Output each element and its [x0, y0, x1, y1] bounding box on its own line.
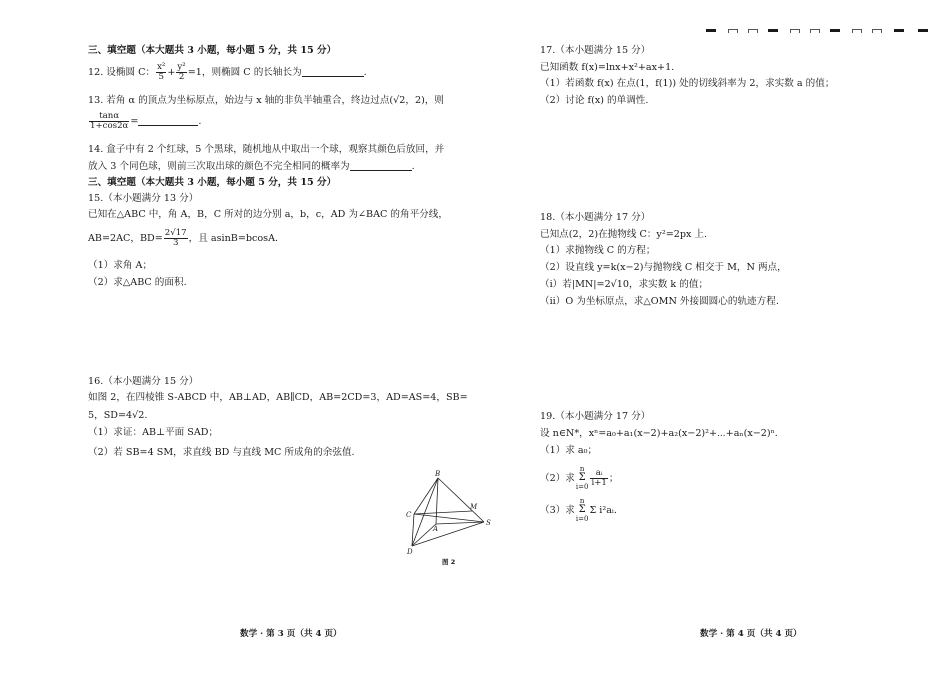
- question-14-line-2: 放入 3 个同色球，则前三次取出球的颜色不完全相同的概率为 .: [88, 161, 415, 172]
- edge-BS: [438, 478, 484, 522]
- question-19-part-1: （1）求 a₀；: [540, 445, 598, 456]
- question-16-line-1: 如图 2，在四棱锥 S-ABCD 中，AB⊥AD，AB∥CD，AB=2CD=3，AD=AS=4，SB=: [88, 392, 468, 403]
- q12-answer-blank[interactable]: [302, 65, 364, 77]
- q12-fraction-2: $\frac{\text{y²}}{2}$: [177, 62, 186, 83]
- vertex-label-M: M: [470, 503, 478, 511]
- question-15-line-2: AB=2AC，BD= $\frac{2√17}{3}$ ，且 asinB=bcosA.: [88, 228, 279, 249]
- q19-sum-limits-2: n Σ i=0: [575, 465, 589, 491]
- vertex-label-C: C: [406, 511, 412, 519]
- question-17-line-1: 已知函数 f(x)=lnx+x²+ax+1.: [540, 62, 675, 73]
- question-19-part-3: （3）求 n Σ i=0 Σ i²aᵢ.: [540, 497, 617, 523]
- question-16-head: 16.（本小题满分 15 分）: [88, 376, 199, 387]
- question-13-line-2: $\frac{\tan\alpha}{1+\cos 2\alpha}$ = .: [90, 111, 202, 132]
- vertex-label-A: A: [433, 525, 439, 533]
- segment-CM: [414, 511, 472, 514]
- question-12: 12. 设椭圆 C： $\frac{\text{x²}}{5}$ + $\frac{\text{y²}}{2}$ =1，则椭圆 C 的长轴长为 .: [88, 62, 367, 83]
- question-18-head: 18.（本小题满分 17 分）: [540, 212, 651, 223]
- question-16-line-2: 5，SD=4√2.: [88, 410, 148, 421]
- q13-answer-blank[interactable]: [138, 114, 198, 126]
- q19-sum-limits-3: n Σ i=0: [575, 497, 589, 523]
- question-15-line-1: 已知在△ABC 中，角 A，B，C 所对的边分别 a，b，c，AD 为∠BAC 的角平分线，: [88, 209, 448, 220]
- q12-fraction-1: $\frac{\text{x²}}{5}$: [157, 62, 166, 83]
- q14-answer-blank[interactable]: [350, 159, 412, 171]
- question-17-part-1: （1）若函数 f(x) 在点(1，f(1)) 处的切线斜率为 2，求实数 a 的值；: [540, 78, 835, 89]
- edge-CS: [414, 514, 484, 522]
- figure-caption: 图 2: [442, 558, 456, 566]
- question-18-part-1: （1）求抛物线 C 的方程；: [540, 245, 656, 256]
- edge-DS: [412, 522, 484, 546]
- question-15-head: 15.（本小题满分 13 分）: [88, 193, 199, 204]
- edge-AS: [436, 522, 484, 524]
- question-15-part-1: （1）求角 A；: [88, 260, 153, 271]
- question-14-line-1: 14. 盒子中有 2 个红球，5 个黑球，随机地从中取出一个球，观察其颜色后放回，并: [88, 144, 445, 155]
- vertex-label-D: D: [407, 548, 413, 556]
- question-13-line-1: 13. 若角 α 的顶点为坐标原点，始边与 x 轴的非负半轴重合，终边过点(√2，2)，则: [88, 95, 445, 106]
- q15-fraction: $\frac{2√17}{3}$: [164, 228, 187, 249]
- question-17-head: 17.（本小题满分 15 分）: [540, 45, 651, 56]
- header-dash-marks: [706, 29, 942, 37]
- vertex-label-B: B: [435, 470, 441, 478]
- q12-prefix: 12. 设椭圆 C：: [88, 67, 156, 79]
- page-footer-left: 数学 · 第 3 页（共 4 页）: [240, 629, 342, 639]
- edge-BD: [412, 478, 438, 546]
- vertex-label-S: S: [486, 519, 491, 527]
- question-18-part-ii: （ii）O 为坐标原点，求△OMN 外接圆圆心的轨迹方程.: [540, 296, 779, 307]
- question-17-part-2: （2）讨论 f(x) 的单调性.: [540, 95, 649, 106]
- question-18-part-2: （2）设直线 y=k(x−2)与抛物线 C 相交于 M，N 两点，: [540, 262, 787, 273]
- q13-fraction: $\frac{\tan\alpha}{1+\cos 2\alpha}$: [90, 111, 129, 132]
- pyramid-figure: [400, 468, 500, 568]
- question-19-head: 19.（本小题满分 17 分）: [540, 411, 651, 422]
- section-title-2: 三、填空题（本大题共 3 小题，每小题 5 分，共 15 分）: [88, 177, 337, 188]
- question-19-line-1: 设 n∈N*，xⁿ=a₀+a₁(x−2)+a₂(x−2)²+⋯+aₙ(x−2)ⁿ.: [540, 428, 778, 439]
- q12-text: =1，则椭圆 C 的长轴长为: [187, 67, 302, 79]
- question-19-part-2: （2）求 n Σ i=0 $\frac{\text{aᵢ}}{i+1}$ ；: [540, 465, 619, 491]
- page-footer-right: 数学 · 第 4 页（共 4 页）: [700, 629, 802, 639]
- section-title-fill-in: 三、填空题（本大题共 3 小题，每小题 5 分，共 15 分）: [88, 45, 337, 56]
- question-18-part-i: （i）若|MN|=2√10，求实数 k 的值；: [540, 279, 709, 290]
- question-16-part-2: （2）若 SB=4 SM，求直线 BD 与直线 MC 所成角的余弦值.: [88, 447, 355, 458]
- question-18-line-1: 已知点(2，2)在抛物线 C：y²=2px 上.: [540, 229, 708, 240]
- question-15-part-2: （2）求△ABC 的面积.: [88, 277, 187, 288]
- q19-fraction: $\frac{\text{aᵢ}}{i+1}$: [591, 468, 607, 489]
- question-16-part-1: （1）求证：AB⊥平面 SAD；: [88, 427, 219, 438]
